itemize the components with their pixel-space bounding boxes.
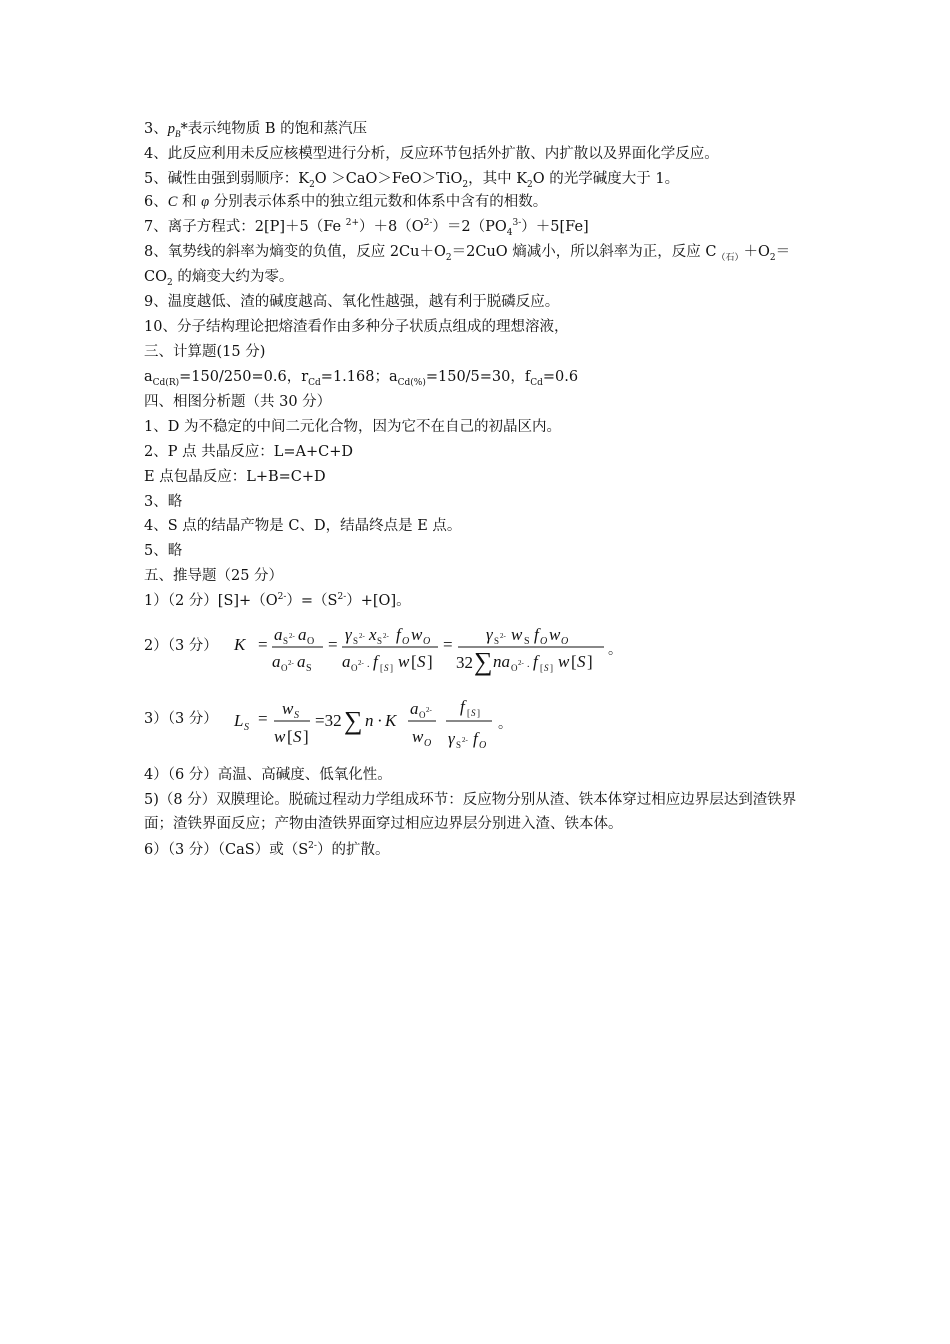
svg-text:2-: 2- <box>383 632 389 640</box>
svg-text:a: a <box>274 625 283 644</box>
svg-text:O: O <box>479 740 487 751</box>
svg-text:f: f <box>460 697 465 716</box>
svg-text:w: w <box>274 727 286 746</box>
svg-text:w: w <box>511 625 523 644</box>
svg-text:]: ] <box>303 727 309 746</box>
svg-text:S: S <box>293 727 302 746</box>
svg-text:·: · <box>377 711 383 730</box>
svg-text:2-: 2- <box>500 632 506 640</box>
svg-text:K: K <box>234 635 246 654</box>
svg-text:S: S <box>456 740 462 750</box>
svg-text:=32: =32 <box>315 711 342 730</box>
svg-text:S: S <box>377 636 383 646</box>
answer-2-10: 10、分子结构理论把熔渣看作由多种分子状质点组成的理想溶液， <box>144 319 569 335</box>
svg-text:f: f <box>396 625 401 644</box>
svg-text:2-: 2- <box>426 706 432 714</box>
section-3-heading: 三、计算题(15 分) <box>144 344 266 360</box>
answer-4-4: 4、S 点的结晶产物是 C、D，结晶终点是 E 点。 <box>144 518 462 534</box>
answer-2-8-line1: 8、氧势线的斜率为熵变的负值，反应 $2Cu+O_2=2CuO$ 熵减小，所以斜率为正，反应 $C_{(石)}+O_2=$ <box>144 244 791 263</box>
svg-text:n: n <box>365 711 374 730</box>
svg-text:O: O <box>511 663 518 673</box>
svg-text:a: a <box>298 625 307 644</box>
svg-text:∑: ∑ <box>474 647 493 676</box>
svg-text:w: w <box>558 652 570 671</box>
svg-text:[: [ <box>571 652 577 671</box>
svg-text:]: ] <box>477 708 480 718</box>
answer-4-3: 3、略 <box>144 494 183 510</box>
svg-text:=: = <box>443 635 453 654</box>
svg-text:]: ] <box>550 663 553 673</box>
svg-text:2-: 2- <box>359 632 365 640</box>
svg-text:[: [ <box>467 708 470 718</box>
svg-text:O: O <box>561 636 569 647</box>
svg-text:=: = <box>258 635 268 654</box>
svg-text:。: 。 <box>608 643 622 658</box>
equation-k <box>228 618 628 678</box>
svg-text:a: a <box>342 652 351 671</box>
svg-text:。: 。 <box>498 717 512 732</box>
svg-text:O: O <box>540 636 548 647</box>
svg-text:a: a <box>272 652 281 671</box>
section-3-result: $a_{Cd(R)}=150/250=0.6$，$r_{Cd}=1.168$；$a_{Cd(\%)}=150/5=30$，$f_{Cd}=0.6$ <box>144 369 579 388</box>
svg-text:2-: 2- <box>518 659 524 667</box>
svg-text:=: = <box>328 635 338 654</box>
answer-4-5: 5、略 <box>144 543 183 559</box>
svg-text:S: S <box>244 722 249 733</box>
svg-text:S: S <box>494 636 500 646</box>
svg-text:f: f <box>534 625 539 644</box>
svg-text:f: f <box>473 729 478 748</box>
svg-text:O: O <box>402 636 410 647</box>
svg-text:w: w <box>412 727 424 746</box>
svg-text:K: K <box>385 711 397 730</box>
svg-text:[: [ <box>380 663 383 673</box>
svg-text:f: f <box>373 652 378 671</box>
answer-2-8-line2: $CO_2$ 的熵变大约为零。 <box>144 269 294 288</box>
svg-text:S: S <box>544 663 549 673</box>
answer-2-3: 3、$p_B*$表示纯物质 B 的饱和蒸汽压 <box>144 121 368 139</box>
svg-text:S: S <box>577 652 586 671</box>
answer-5-5: 5)（8 分）双膜理论。脱硫过程动力学组成环节：反应物分别从渣、铁本体穿过相应边界层达到渣铁界面；渣铁界面反应；产物由渣铁界面穿过相应边界层分别进入渣、铁本体。 <box>144 792 797 832</box>
answer-5-2-label: 2）（3 分） <box>144 638 218 654</box>
svg-text:S: S <box>524 636 530 647</box>
svg-text:[: [ <box>287 727 293 746</box>
svg-text:.: . <box>367 659 370 670</box>
answer-2-5: 5、碱性由强到弱顺序：$K_2O >CaO>FeO>TiO_2$，其中 $K_2O$ 的光学碱度大于 1。 <box>144 171 680 190</box>
svg-text:2-: 2- <box>288 659 294 667</box>
svg-text:a: a <box>297 652 306 671</box>
svg-text:w: w <box>411 625 423 644</box>
answer-5-6: 6）（3 分）（CaS）或$(S^{2-})$的扩散。 <box>144 841 390 858</box>
answer-5-3-label: 3）（3 分） <box>144 711 218 727</box>
answer-2-6: 6、C 和 φ 分别表示体系中的独立组元数和体系中含有的相数。 <box>144 194 548 210</box>
svg-text:O: O <box>351 663 358 673</box>
answer-5-1: 1）（2 分）$[S]+(O^{2-})=(S^{2-})+[O]$。 <box>144 592 411 609</box>
svg-text:O: O <box>307 636 315 647</box>
svg-text:w: w <box>549 625 561 644</box>
svg-text:∑: ∑ <box>344 706 363 735</box>
svg-text:a: a <box>410 699 419 718</box>
svg-text:S: S <box>294 710 299 721</box>
svg-text:S: S <box>306 663 312 674</box>
svg-text:γ: γ <box>448 729 455 748</box>
svg-text:w: w <box>282 699 294 718</box>
svg-text:]: ] <box>587 652 593 671</box>
svg-text:[: [ <box>411 652 417 671</box>
svg-text:S: S <box>283 636 289 646</box>
answer-2-4: 4、此反应利用未反应核模型进行分析，反应环节包括外扩散、内扩散以及界面化学反应。 <box>144 146 719 162</box>
svg-text:O: O <box>281 663 288 673</box>
svg-text:32: 32 <box>456 653 473 672</box>
svg-text:f: f <box>533 652 538 671</box>
svg-text:x: x <box>369 625 377 644</box>
svg-text:2-: 2- <box>289 632 295 640</box>
answer-4-2a: 2、P 点 共晶反应：L=A+C+D <box>144 444 353 460</box>
svg-text:.: . <box>527 659 530 670</box>
svg-text:S: S <box>471 708 476 718</box>
svg-text:O: O <box>423 636 431 647</box>
svg-text:]: ] <box>427 652 433 671</box>
answer-4-1: 1、D 为不稳定的中间二元化合物，因为它不在自己的初晶区内。 <box>144 419 561 435</box>
svg-text:]: ] <box>390 663 393 673</box>
section-5-heading: 五、推导题（25 分） <box>144 568 284 584</box>
svg-text:L: L <box>234 711 244 730</box>
svg-text:na: na <box>493 652 510 671</box>
answer-4-2b: E 点包晶反应：L+B=C+D <box>144 469 326 485</box>
svg-text:[: [ <box>540 663 543 673</box>
answer-2-9: 9、温度越低、渣的碱度越高、氧化性越强，越有利于脱磷反应。 <box>144 294 560 310</box>
section-4-heading: 四、相图分析题（共 30 分） <box>144 394 332 410</box>
svg-text:S: S <box>417 652 426 671</box>
svg-text:w: w <box>398 652 410 671</box>
svg-text:=: = <box>258 709 268 728</box>
svg-text:γ: γ <box>345 625 352 644</box>
svg-text:O: O <box>424 738 432 749</box>
svg-text:S: S <box>384 663 389 673</box>
svg-text:O: O <box>419 710 426 720</box>
svg-text:2-: 2- <box>462 736 468 744</box>
answer-5-4: 4）（6 分）高温、高碱度、低氧化性。 <box>144 767 392 783</box>
equation-ls <box>228 692 528 754</box>
svg-text:S: S <box>353 636 359 646</box>
svg-text:γ: γ <box>486 625 493 644</box>
answer-2-7: 7、离子方程式：2[P]＋5（Fe $^{2+})+8(O^{2-})=2(PO_4^{3-})+5[Fe]$ <box>144 218 589 238</box>
svg-text:2-: 2- <box>358 659 364 667</box>
